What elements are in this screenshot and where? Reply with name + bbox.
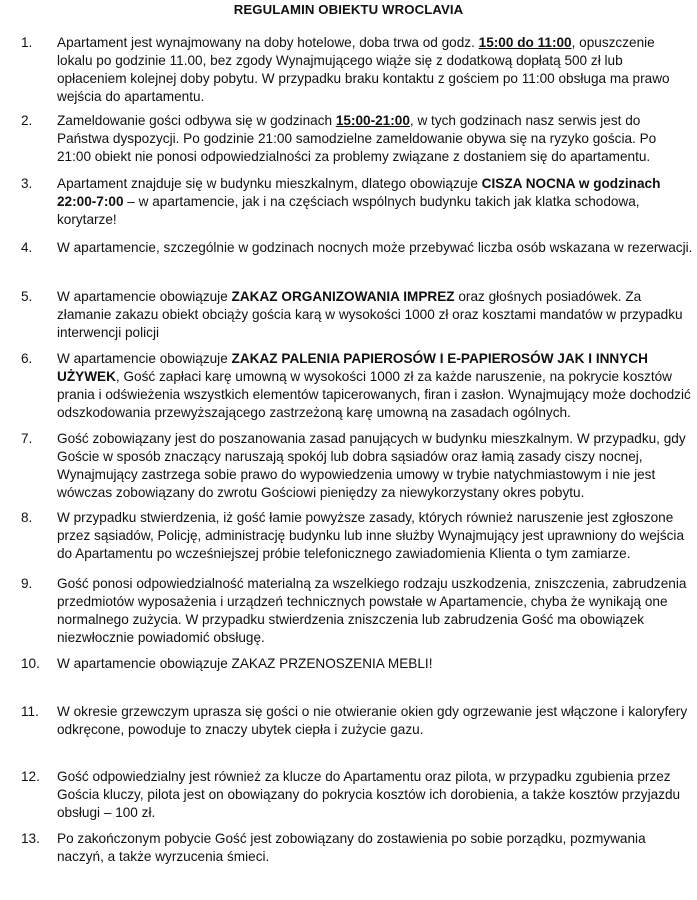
rule-text-part: , w tych godzinach nasz serwis jest do Państwa dyspozycji. Po godzinie 21:00 samodzielne zameldowanie obywa się na ryzyko gościa. Po 21:00 obiekt nie ponosi odpowiedzialności za problemy związane z dostaniem się do apartamentu. <box>57 113 657 164</box>
rule-text-part: Apartament jest wynajmowany na doby hotelowe, doba trwa od godz. <box>57 35 479 50</box>
rule-text <box>57 350 693 422</box>
rule-text <box>57 112 693 166</box>
rule-text-part: W apartamencie obowiązuje ZAKAZ PRZENOSZENIA MEBLI! <box>57 656 433 671</box>
rule-text-part: W apartamencie obowiązuje <box>57 351 232 366</box>
rule-number: 12. <box>21 769 40 784</box>
rule-text-part: – w apartamencie, jak i na częściach wspólnych budynku takich jak klatka schodowa, korytarze! <box>57 194 640 227</box>
rule-text <box>57 655 693 673</box>
rule-text <box>57 830 693 866</box>
rule-text <box>57 288 693 342</box>
rule-number: 5. <box>21 289 33 304</box>
rule-text-part: Po zakończonym pobycie Gość jest zobowiązany do zostawienia po sobie porządku, pozmywania naczyń, a także wyrzucenia śmieci. <box>57 831 646 864</box>
rule-text-part: oraz głośnych posiadówek. Za złamanie zakazu obiekt obciąży gościa karą w wysokości 1000 zł oraz kosztami mandatów w przypadku interwencji policji <box>57 289 683 340</box>
rule-number: 1. <box>21 35 33 50</box>
rule-emphasis: CISZA NOCNA w godzinach 22:00-7:00 <box>57 176 661 209</box>
rule-number: 11. <box>21 704 39 719</box>
rule-text <box>57 768 693 822</box>
rule-text-part: W okresie grzewczym uprasza się gości o nie otwieranie okien gdy ogrzewanie jest włączone i kaloryfery odkręcone, powoduje to znaczy ubytek ciepła i zużycie gazu. <box>57 704 688 737</box>
rule-number: 13. <box>21 831 40 846</box>
rule-text <box>57 430 693 502</box>
rule-number: 6. <box>21 351 33 366</box>
rule-number: 3. <box>21 176 33 191</box>
rule-emphasis: 15:00 do 11:00 <box>478 35 572 50</box>
rule-emphasis: 15:00-21:00 <box>335 113 410 128</box>
rule-text <box>57 175 693 229</box>
rule-number: 9. <box>21 576 33 591</box>
rule-text-part: W apartamencie obowiązuje <box>57 289 232 304</box>
rule-text-part: Zameldowanie gości odbywa się w godzinach <box>57 113 336 128</box>
rule-number: 2. <box>21 113 33 128</box>
rule-number: 7. <box>21 431 33 446</box>
rule-number: 8. <box>21 510 33 525</box>
rule-text <box>57 703 693 739</box>
rule-text-part: Apartament znajduje się w budynku mieszkalnym, dlatego obowiązuje <box>57 176 482 191</box>
rule-text-part: Gość ponosi odpowiedzialność materialną za wszelkiego rodzaju uszkodzenia, zniszczenia, zabrudzenia przedmiotów wyposażenia i urządzeń technicznych powstałe w Apartamencie, chyba że wynikają one normalnego zużycia. W przypadku stwierdzenia zniszczenia lub zabrudzenia Gość ma obowiązek niezwłocznie powiadomić obsługę. <box>57 576 687 645</box>
rule-emphasis: ZAKAZ PALENIA PAPIEROSÓW I E-PAPIEROSÓW JAK I INNYCH UŻYWEK <box>57 351 648 384</box>
rule-text-part: , opuszczenie lokalu po godzinie 11.00, bez zgody Wynajmującego wiąże się z dodatkową dopłatą 500 zł lub opłaceniem kolejnej doby pobytu. W przypadku braku kontaktu z gościem po 11:00 obsługa ma prawo wejścia do apartamentu. <box>57 35 670 104</box>
rule-text-part: W apartamencie, szczególnie w godzinach nocnych może przebywać liczba osób wskazana w rezerwacji. <box>57 240 693 255</box>
rule-text-part: Gość odpowiedzialny jest również za klucze do Apartamentu oraz pilota, w przypadku zgubienia przez Gościa kluczy, pilota jest on obowiązany do pokrycia kosztów ich dorobienia, a także kosztów przyjazdu obsługi – 100 zł. <box>57 769 681 820</box>
rule-text <box>57 509 693 563</box>
rule-text <box>57 575 693 647</box>
rule-text-part: Gość zobowiązany jest do poszanowania zasad panujących w budynku mieszkalnym. W przypadku, gdy Goście w sposób znaczący naruszają spokój lub dobra sąsiadów oraz łamią zasady ciszy nocnej, Wynajmujący zastrzega sobie prawo do wypowiedzenia umowy w trybie natychmiastowym i nie jest wówczas zobowiązany do zwrotu Gościowi pieniędzy za niewykorzystany okres pobytu. <box>57 431 686 500</box>
rule-emphasis: ZAKAZ ORGANIZOWANIA IMPREZ <box>231 289 455 304</box>
rule-text <box>57 239 693 257</box>
rule-number: 4. <box>21 240 33 255</box>
document-title: REGULAMIN OBIEKTU WROCLAVIA <box>233 2 464 17</box>
rule-text-part: W przypadku stwierdzenia, iż gość łamie powyższe zasady, których również naruszenie jest zgłoszone przez sąsiadów, Policję, administrację budynku lub inne służby Wynajmujący jest uprawniony do wejścia do Apartamentu po wcześniejszej próbie telefonicznego zawiadomienia Klienta o tym zamiarze. <box>57 510 685 561</box>
rule-number: 10. <box>21 656 40 671</box>
rule-text <box>57 34 693 106</box>
rule-text-part: , Gość zapłaci karę umowną w wysokości 1000 zł za każde naruszenie, na pokrycie kosztów prania i odświeżenia wszystkich elementów tapicerowanych, firan i zasłon. Wynajmujący może dochodzić odszkodowania przewyższającego zastrzeżoną karę umowną na zasadach ogólnych. <box>57 369 691 420</box>
